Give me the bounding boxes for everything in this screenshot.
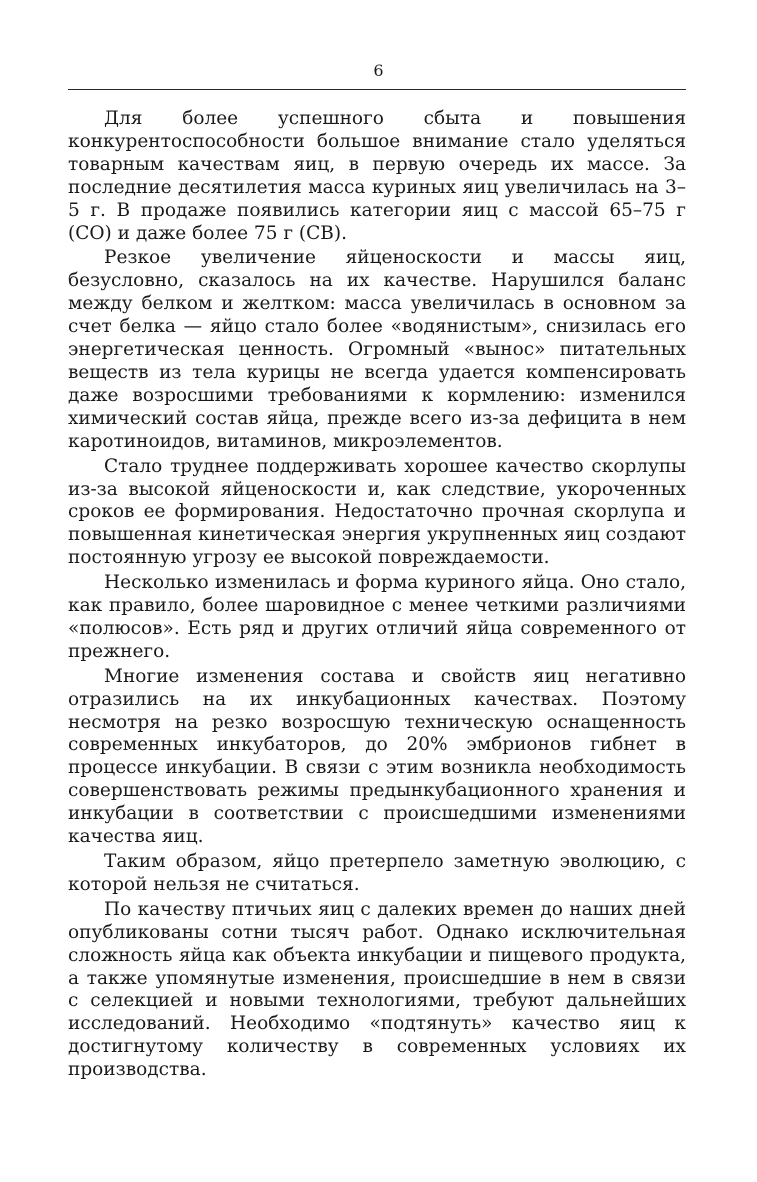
paragraph-6: Таким образом, яйцо претерпело заметную эволюцию, с которой нельзя не считаться. [68,851,686,895]
paragraph-2: Резкое увеличение яйценоскости и массы яиц, безусловно, сказалось на их качестве. Нарушился баланс между белком и желтком: масса увеличилась в основном за счет белка — яйцо стало более «водянистым», снизилась его энергетическая ценность. Огромный «вынос» питательных веществ из тела курицы не всегда удается компенсировать даже возросшими требованиями к кормлению: изменился химический состав яйца, прежде всего из-за дефицита в нем каротиноидов, витаминов, микроэлементов. [68,247,686,452]
paragraph-5: Многие изменения состава и свойств яиц негативно отразились на их инкубационных качествах. Поэтому несмотря на резко возросшую техническую оснащенность современных инкубаторов, до 20% эмбрионов гибнет в процессе инкубации. В связи с этим возникла необходимость совершенствовать режимы предынкубационного хранения и инкубации в соответствии с происшедшими изменениями качества яиц. [68,665,686,848]
paragraph-7: По качеству птичьих яиц с далеких времен до наших дней опубликованы сотни тысяч работ. Однако исключительная сложность яйца как объекта инкубации и пищевого продукта, а также упомянутые изменения, происшедшие в нем в связи с селекцией и новыми технологиями, требуют дальнейших исследований. Необходимо «подтянуть» качество яиц к достигнутому количеству в современных условиях их производства. [68,898,686,1081]
paragraph-3: Стало труднее поддерживать хорошее качество скорлупы из-за высокой яйценоскости и, как следствие, укороченных сроков ее формирования. Недостаточно прочная скорлупа и повышенная кинетическая энергия укрупненных яиц создают постоянную угрозу ее высокой повреждаемости. [68,455,686,569]
paragraph-1: Для более успешного сбыта и повышения конкурентоспособности большое внимание стало уделяться товарным качествам яиц, в первую очередь их массе. За последние десятилетия масса куриных яиц увеличилась на 3–5 г. В продаже появились категории яиц с массой 65–75 г (СО) и даже более 75 г (СВ). [68,108,686,244]
body-text [68,108,686,1082]
paragraph-4: Несколько изменилась и форма куриного яйца. Оно стало, как правило, более шаровидное с менее четкими различиями «полюсов». Есть ряд и других отличий яйца современного от прежнего. [68,572,686,662]
header-rule [68,89,686,90]
page-number: 6 [373,61,384,80]
